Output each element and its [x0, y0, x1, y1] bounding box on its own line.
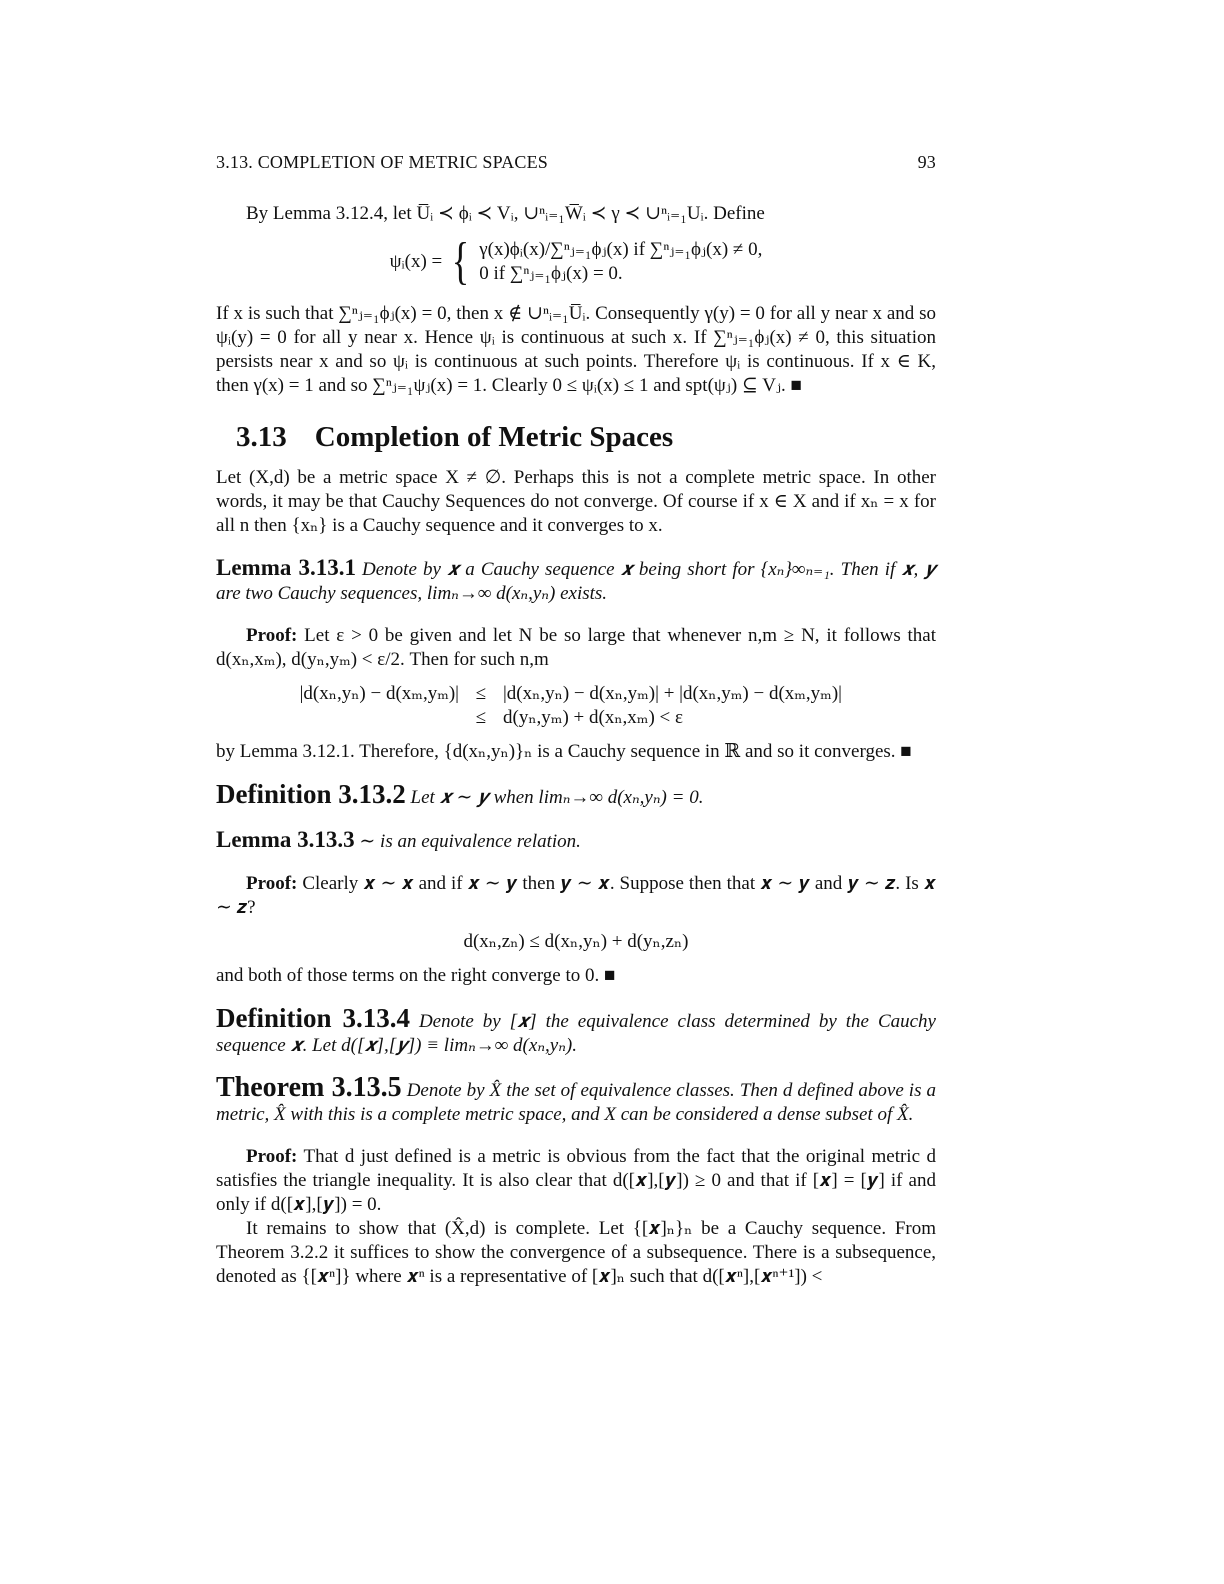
- align-lhs-empty: [264, 706, 459, 730]
- triangle-inequality-display: d(xₙ,zₙ) ≤ d(xₙ,yₙ) + d(yₙ,zₙ): [463, 931, 689, 952]
- section-number: 3.13: [236, 421, 287, 453]
- section-title: Completion of Metric Spaces: [314, 421, 674, 453]
- lemma-3-13-1: [216, 556, 936, 606]
- section-heading: [236, 420, 936, 454]
- theorem-label: Theorem 3.13.5: [216, 1072, 402, 1103]
- proof-label: Proof:: [246, 1146, 298, 1167]
- page-content: [216, 150, 936, 1289]
- proof-2-conclusion: and both of those terms on the right converge to 0. ■: [216, 965, 616, 986]
- proof-1-conclusion: by Lemma 3.12.1. Therefore, {d(xₙ,yₙ)}ₙ is a Cauchy sequence in ℝ and so it converges. ■: [216, 741, 912, 762]
- proof-3-paragraph-2: It remains to show that (X̂,d) is complete. Let {[𝒙]ₙ}ₙ be a Cauchy sequence. From Theorem 3.2.2 it suffices to show the convergence of a subsequence. There is a subsequence, denoted as {[𝒙ⁿ]} where 𝒙ⁿ is a representative of [𝒙]ₙ such that d([𝒙ⁿ],[𝒙ⁿ⁺¹]) <: [216, 1218, 936, 1287]
- align-relation: ≤: [475, 707, 487, 728]
- align-lhs: |d(xₙ,yₙ) − d(xₘ,yₘ)|: [299, 683, 459, 704]
- lemma-3-13-3: [216, 828, 936, 854]
- aligned-inequality: [264, 682, 936, 730]
- proof-text: That d just defined is a metric is obvious from the fact that the original metric d satisfies the triangle inequality. It is also clear that d([𝒙],[𝒚]) ≥ 0 and that if [𝒙] = [𝒚] if and only if d([𝒙],[𝒚]) = 0.: [216, 1146, 936, 1215]
- lemma-body: Denote by 𝒙 a Cauchy sequence 𝒙 being short for {xₙ}∞ₙ₌₁. Then if 𝒙, 𝒚 are two Cauchy sequences, limₙ→∞ d(xₙ,yₙ) exists.: [216, 559, 937, 604]
- align-row-1: [264, 682, 936, 706]
- running-header: [216, 150, 936, 174]
- definition-label: Definition 3.13.2: [216, 779, 406, 809]
- align-row-2: [264, 706, 936, 730]
- definition-body: Let 𝒙 ∼ 𝒚 when limₙ→∞ d(xₙ,yₙ) = 0.: [410, 787, 704, 808]
- header-title: 3.13. COMPLETION OF METRIC SPACES: [216, 152, 548, 172]
- proof-label: Proof:: [246, 873, 298, 894]
- definition-body: Denote by [𝒙] the equivalence class determined by the Cauchy sequence 𝒙. Let d([𝒙],[𝒚]) ≡ limₙ→∞ d(xₙ,yₙ).: [216, 1011, 936, 1056]
- equation-cases: [479, 238, 762, 286]
- definition-3-13-4: [216, 1003, 936, 1058]
- align-relation: ≤: [475, 683, 487, 704]
- section-intro-paragraph: Let (X,d) be a metric space X ≠ ∅. Perhaps this is not a complete metric space. In other words, it may be that Cauchy Sequences do not converge. Of course if x ∈ X and if xₙ = x for all n then {xₙ} is a Cauchy sequence and it converges to x.: [216, 467, 936, 536]
- page-number: 93: [917, 152, 936, 172]
- lemma-label: Lemma 3.13.3: [216, 827, 355, 852]
- equation-case-2: 0 if ∑ⁿⱼ₌₁ϕⱼ(x) = 0.: [479, 263, 623, 284]
- equation-case-1: γ(x)ϕᵢ(x)/∑ⁿⱼ₌₁ϕⱼ(x) if ∑ⁿⱼ₌₁ϕⱼ(x) ≠ 0,: [479, 239, 763, 260]
- left-brace: {: [451, 233, 470, 290]
- definition-3-13-2: [216, 779, 936, 810]
- intro-sentence: By Lemma 3.12.4, let U̅ᵢ ≺ ϕᵢ ≺ Vᵢ, ∪ⁿᵢ₌₁W̅ᵢ ≺ γ ≺ ∪ⁿᵢ₌₁Uᵢ. Define: [246, 203, 765, 224]
- proof-text: Let ε > 0 be given and let N be so large that whenever n,m ≥ N, it follows that d(xₙ,xₘ), d(yₙ,yₘ) < ε/2. Then for such n,m: [216, 625, 937, 670]
- definition-label: Definition 3.13.4: [216, 1003, 410, 1033]
- proof-2: [216, 872, 936, 920]
- theorem-3-13-5: [216, 1072, 937, 1127]
- proof-label: Proof:: [246, 625, 298, 646]
- continuity-paragraph: If x is such that ∑ⁿⱼ₌₁ϕⱼ(x) = 0, then x ∉ ∪ⁿᵢ₌₁U̅ᵢ. Consequently γ(y) = 0 for all y near x and so ψᵢ(y) = 0 for all y near x. Hence ψᵢ is continuous at such x. If ∑ⁿⱼ₌₁ϕⱼ(x) ≠ 0, this situation persists near x and so ψᵢ is continuous at such points. Therefore ψᵢ is continuous. If x ∈ K, then γ(x) = 1 and so ∑ⁿⱼ₌₁ψⱼ(x) = 1. Clearly 0 ≤ ψᵢ(x) ≤ 1 and spt(ψⱼ) ⊆ Vⱼ. ■: [216, 303, 936, 396]
- lemma-label: Lemma 3.13.1: [216, 555, 356, 580]
- lemma-body: ∼ is an equivalence relation.: [359, 831, 581, 852]
- psi-definition-equation: [216, 233, 936, 290]
- proof-3: [216, 1145, 936, 1217]
- align-rhs: d(yₙ,yₘ) + d(xₙ,xₘ) < ε: [503, 707, 683, 728]
- proof-1: [216, 624, 936, 672]
- equation-lhs: ψᵢ(x) =: [389, 251, 443, 272]
- theorem-body: Denote by X̂ the set of equivalence classes. Then d defined above is a metric, X̂ with this is a complete metric space, and X can be considered a dense subset of X̂.: [216, 1080, 937, 1125]
- align-rhs: |d(xₙ,yₙ) − d(xₙ,yₘ)| + |d(xₙ,yₘ) − d(xₘ,yₘ)|: [503, 683, 842, 704]
- proof-text: Clearly 𝒙 ∼ 𝒙 and if 𝒙 ∼ 𝒚 then 𝒚 ∼ 𝒙. Suppose then that 𝒙 ∼ 𝒚 and 𝒚 ∼ 𝒛. Is 𝒙 ∼ 𝒛?: [216, 873, 936, 918]
